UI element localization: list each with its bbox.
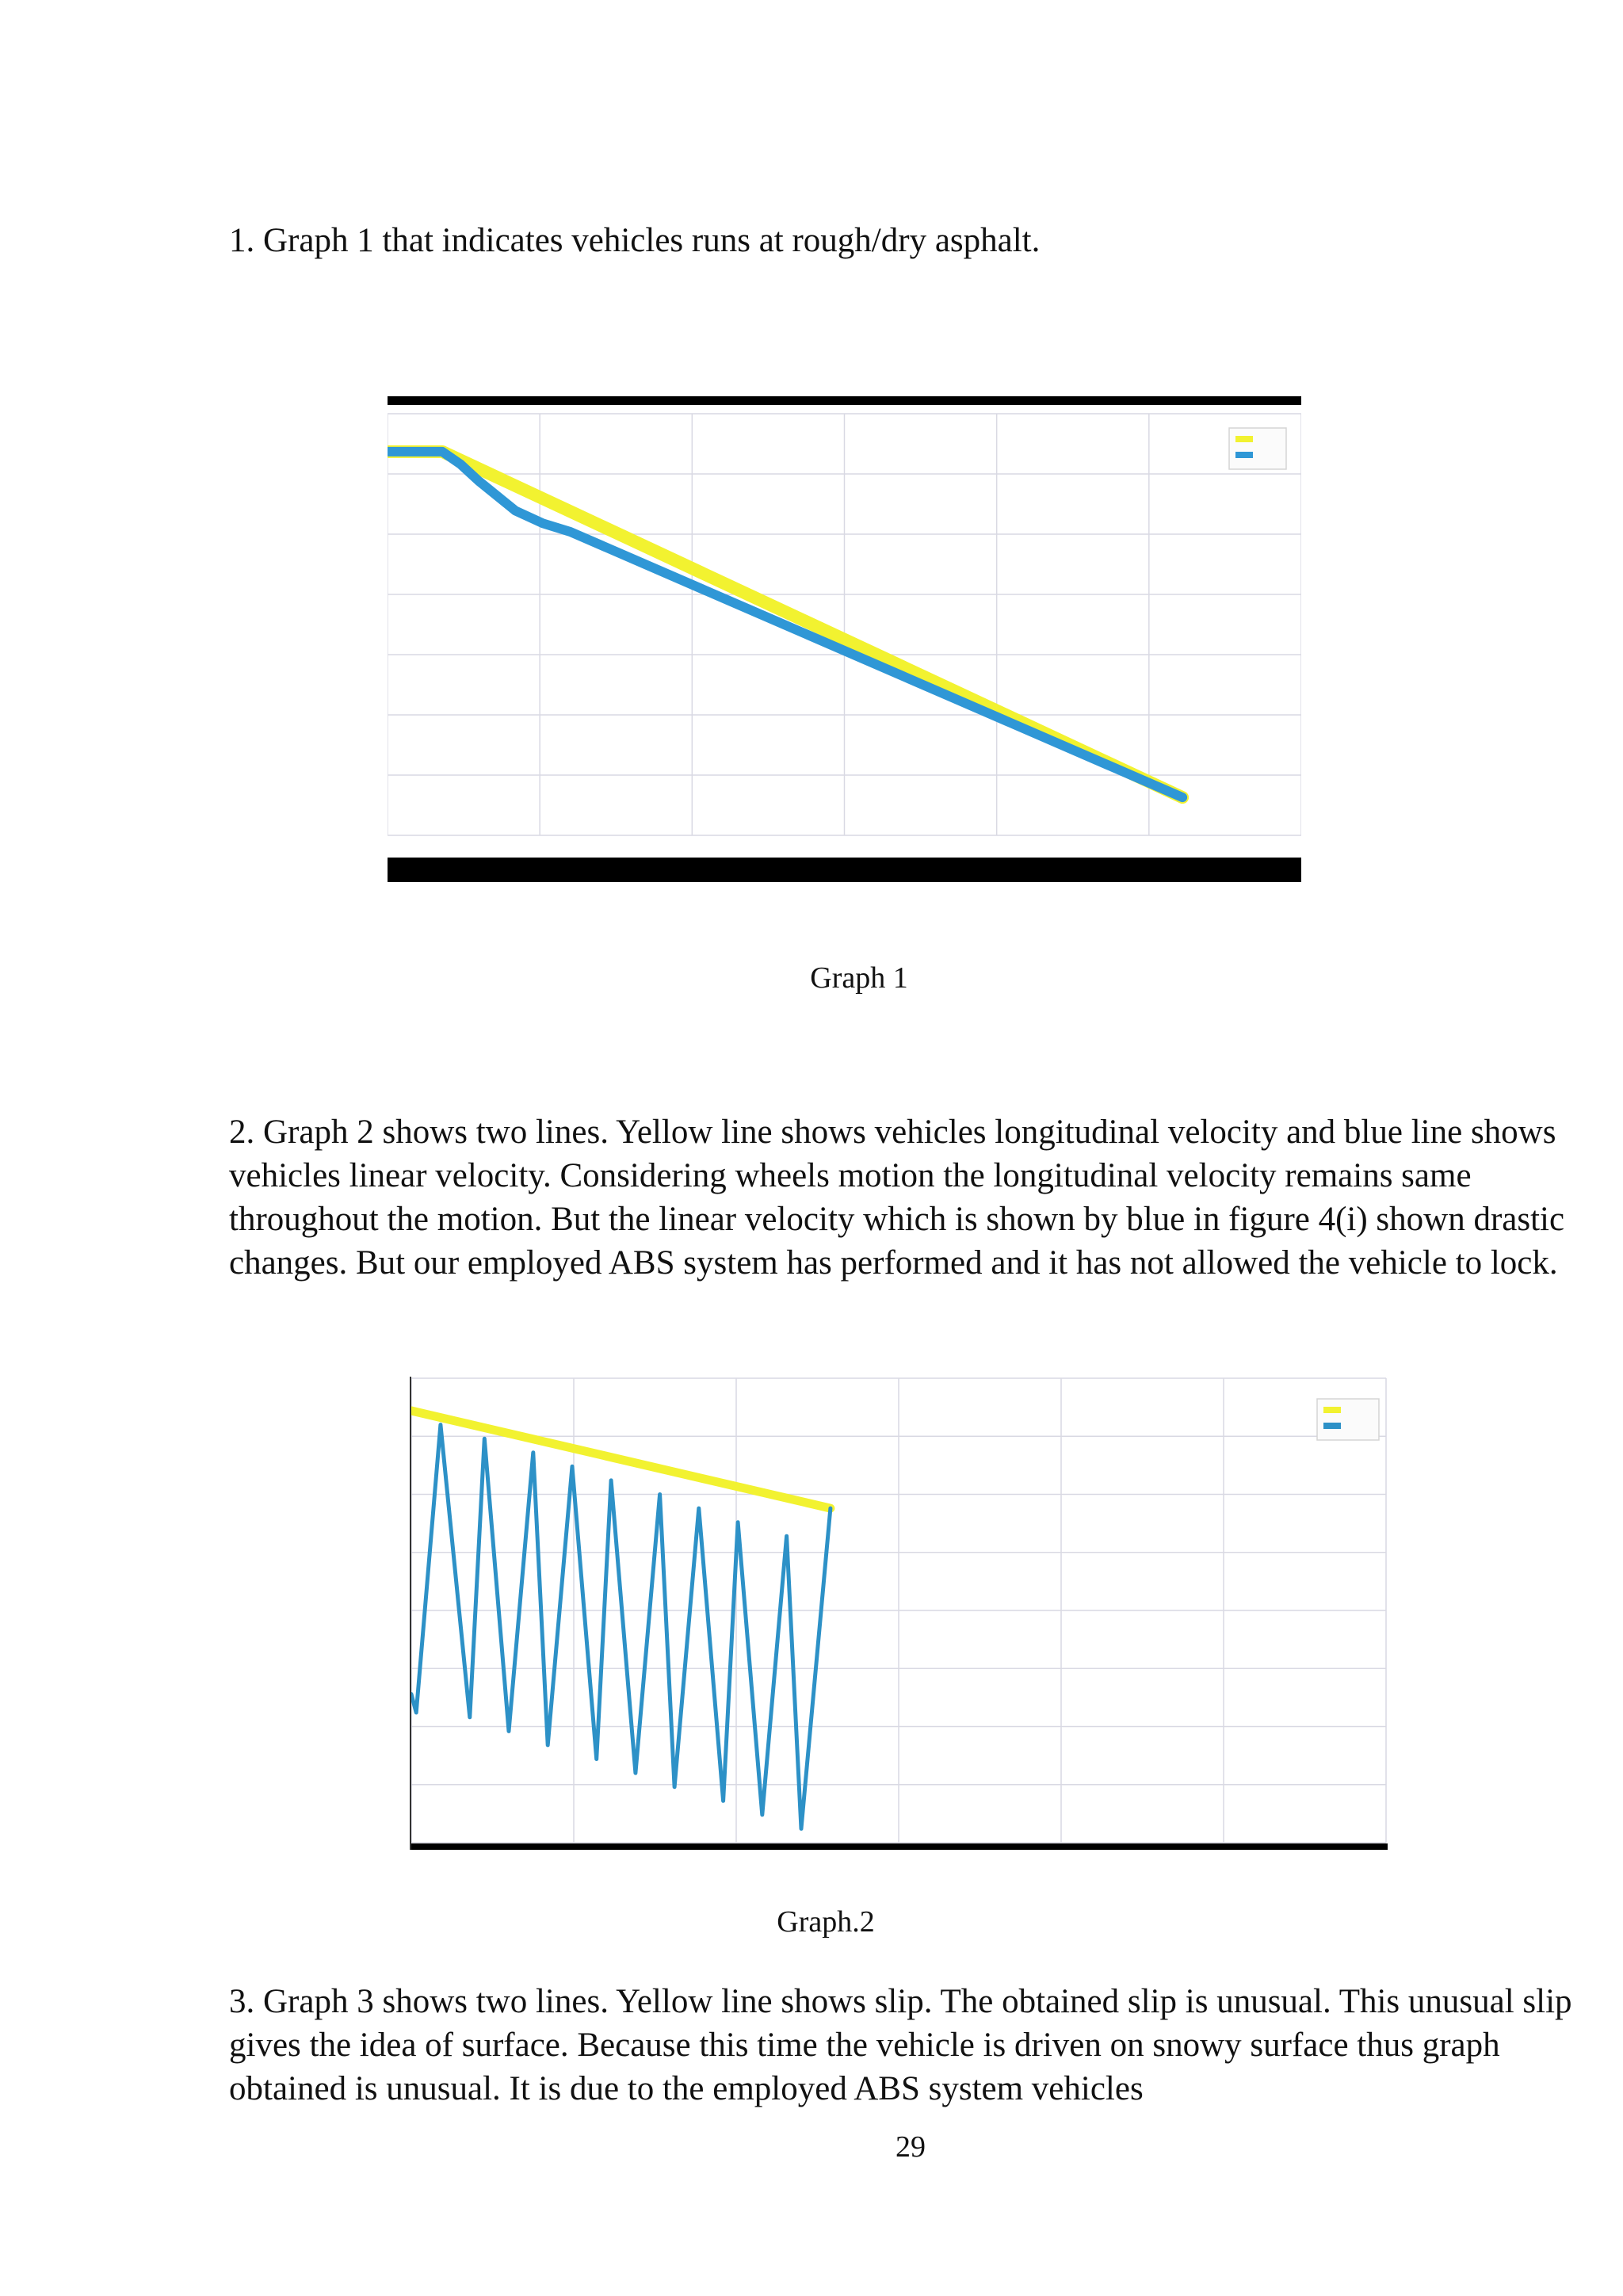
chart-frame-bar [388, 858, 1301, 882]
graph-2-chart [410, 1377, 1388, 1850]
paragraph-3: 3. Graph 3 shows two lines. Yellow line shows slip. The obtained slip is unusual. This unusual slip gives the idea of surface. Because this time the vehicle is driven on snowy surface thus graph obtained is unusual. It is due to the employed ABS system vehicles [229, 1983, 1572, 2107]
paragraph-2: 2. Graph 2 shows two lines. Yellow line shows vehicles longitudinal velocity and blue line shows vehicles linear velocity. Considering wheels motion the longitudinal velocity remains same throughout the motion. But the linear velocity which is shown by blue in figure 4(i) shown drastic changes. But our employed ABS system has performed and it has not allowed the vehicle to lock. [229, 1114, 1565, 1282]
graph-1-caption: Graph 1 [810, 961, 908, 995]
paragraph-1: 1. Graph 1 that indicates vehicles runs at rough/dry asphalt. [229, 222, 1041, 259]
legend-box [1317, 1399, 1379, 1440]
chart-legend [1317, 1399, 1379, 1440]
graph-1-chart [388, 396, 1301, 882]
chart-frame-bar [388, 396, 1301, 405]
legend-box [1229, 428, 1286, 469]
chart-frame-bar [410, 1843, 1388, 1850]
page-number: 29 [896, 2130, 926, 2164]
chart-legend [1229, 428, 1286, 469]
graph-2-caption: Graph.2 [777, 1905, 875, 1939]
